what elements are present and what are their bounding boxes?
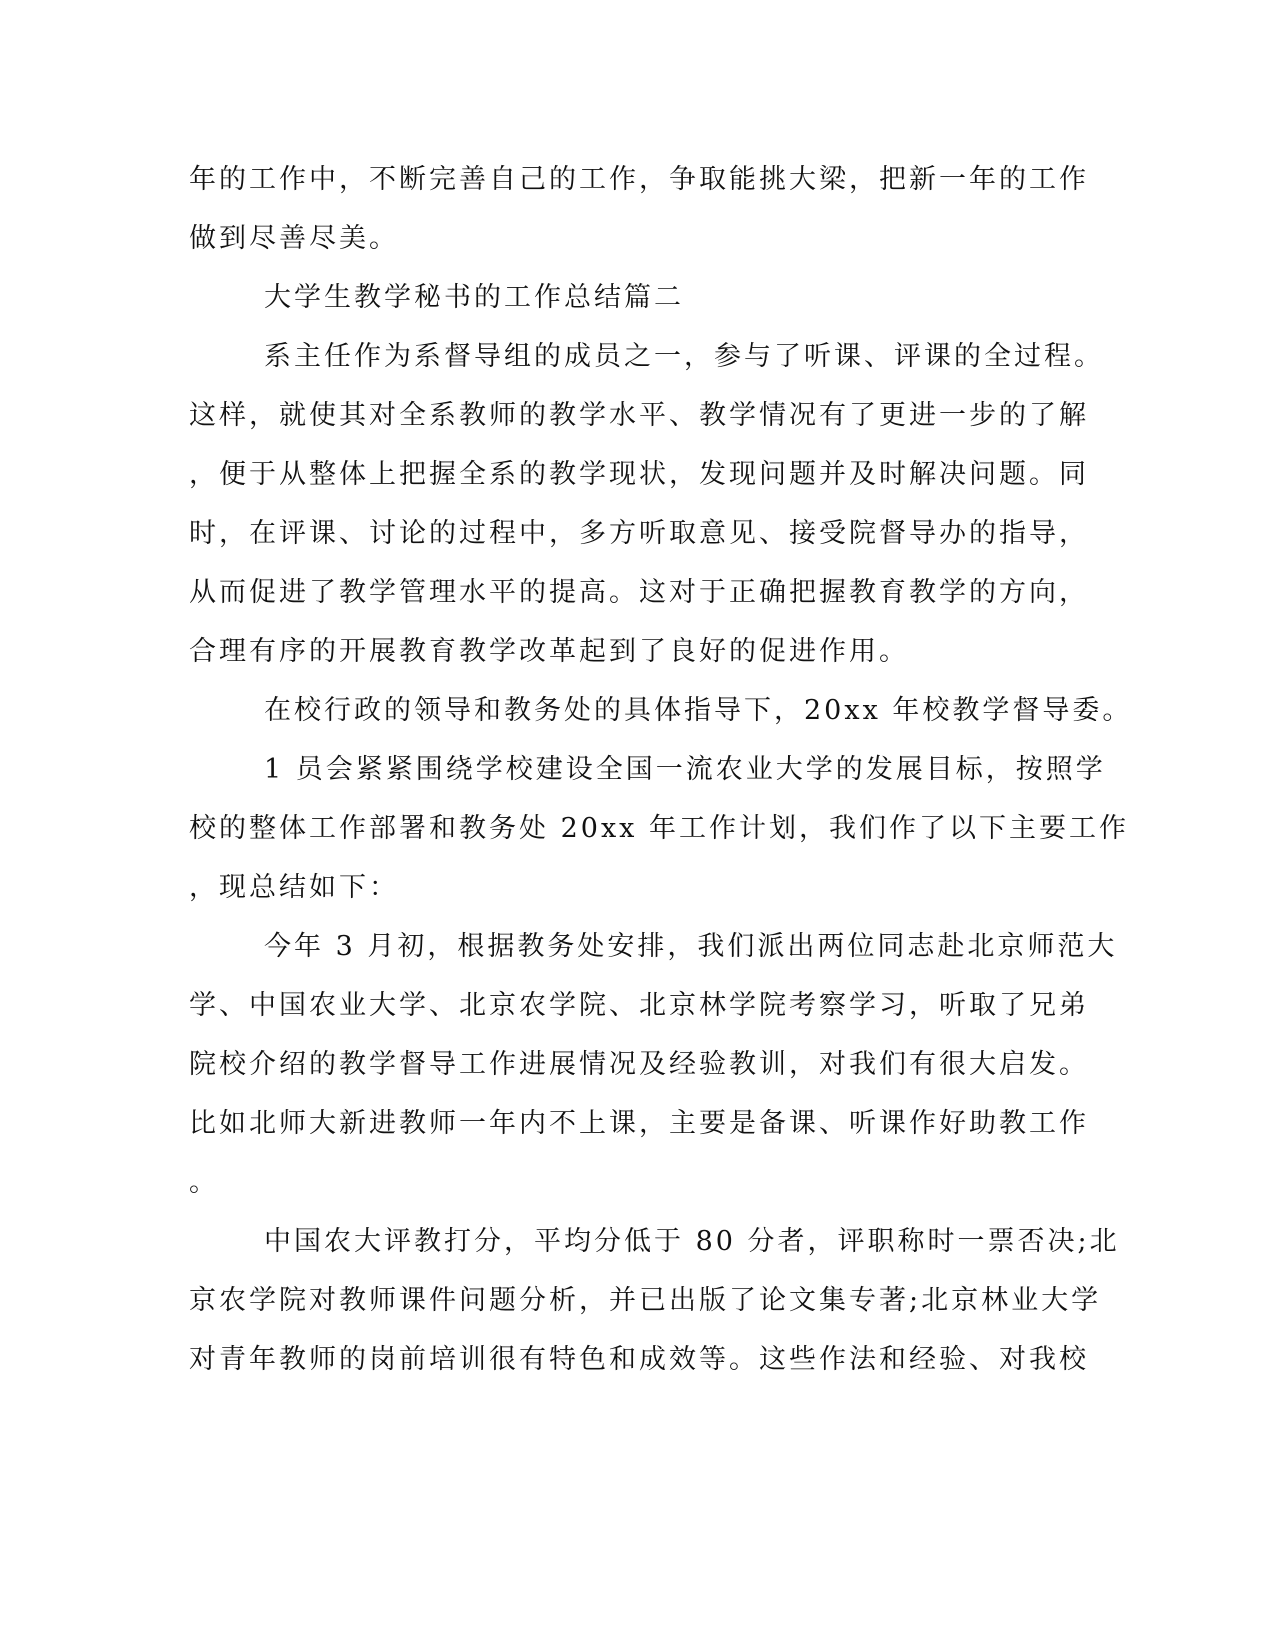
- text-line-17: 比如北师大新进教师一年内不上课，主要是备课、听课作好助教工作: [189, 1108, 1089, 1139]
- text-line-21: 对青年教师的岗前培训很有特色和成效等。这些作法和经验、对我校: [189, 1344, 1089, 1375]
- text-line-5: 这样，就使其对全系教师的教学水平、教学情况有了更进一步的了解: [189, 400, 1089, 431]
- text-line-20: 京农学院对教师课件问题分析，并已出版了论文集专著;北京林业大学: [189, 1285, 1102, 1316]
- text-line-9: 合理有序的开展教育教学改革起到了良好的促进作用。: [189, 636, 909, 667]
- text-line-12: 校的整体工作部署和教务处 20xx 年工作计划，我们作了以下主要工作: [189, 813, 1129, 844]
- text-line-19: 中国农大评教打分，平均分低于 80 分者，评职称时一票否决;北: [264, 1226, 1120, 1257]
- text-line-7: 时，在评课、讨论的过程中，多方听取意见、接受院督导办的指导，: [189, 518, 1089, 549]
- text-line-8: 从而促进了教学管理水平的提高。这对于正确把握教育教学的方向，: [189, 577, 1089, 608]
- text-line-15: 学、中国农业大学、北京农学院、北京林学院考察学习，听取了兄弟: [189, 990, 1089, 1021]
- text-line-14: 今年 3 月初，根据教务处安排，我们派出两位同志赴北京师范大: [264, 931, 1118, 962]
- text-line-6: ，便于从整体上把握全系的教学现状，发现问题并及时解决问题。同: [189, 459, 1089, 490]
- text-line-13: ，现总结如下：: [189, 872, 399, 903]
- text-line-11: 1 员会紧紧围绕学校建设全国一流农业大学的发展目标，按照学: [264, 754, 1106, 785]
- text-line-10: 在校行政的领导和教务处的具体指导下，20xx 年校教学督导委。: [264, 695, 1133, 726]
- text-line-1: 年的工作中，不断完善自己的工作，争取能挑大梁，把新一年的工作: [189, 164, 1089, 195]
- text-line-2: 做到尽善尽美。: [189, 223, 399, 254]
- text-line-4: 系主任作为系督导组的成员之一，参与了听课、评课的全过程。: [264, 341, 1104, 372]
- section-heading: 大学生教学秘书的工作总结篇二: [264, 282, 684, 313]
- text-line-18: 。: [189, 1167, 219, 1198]
- text-line-16: 院校介绍的教学督导工作进展情况及经验教训，对我们有很大启发。: [189, 1049, 1089, 1080]
